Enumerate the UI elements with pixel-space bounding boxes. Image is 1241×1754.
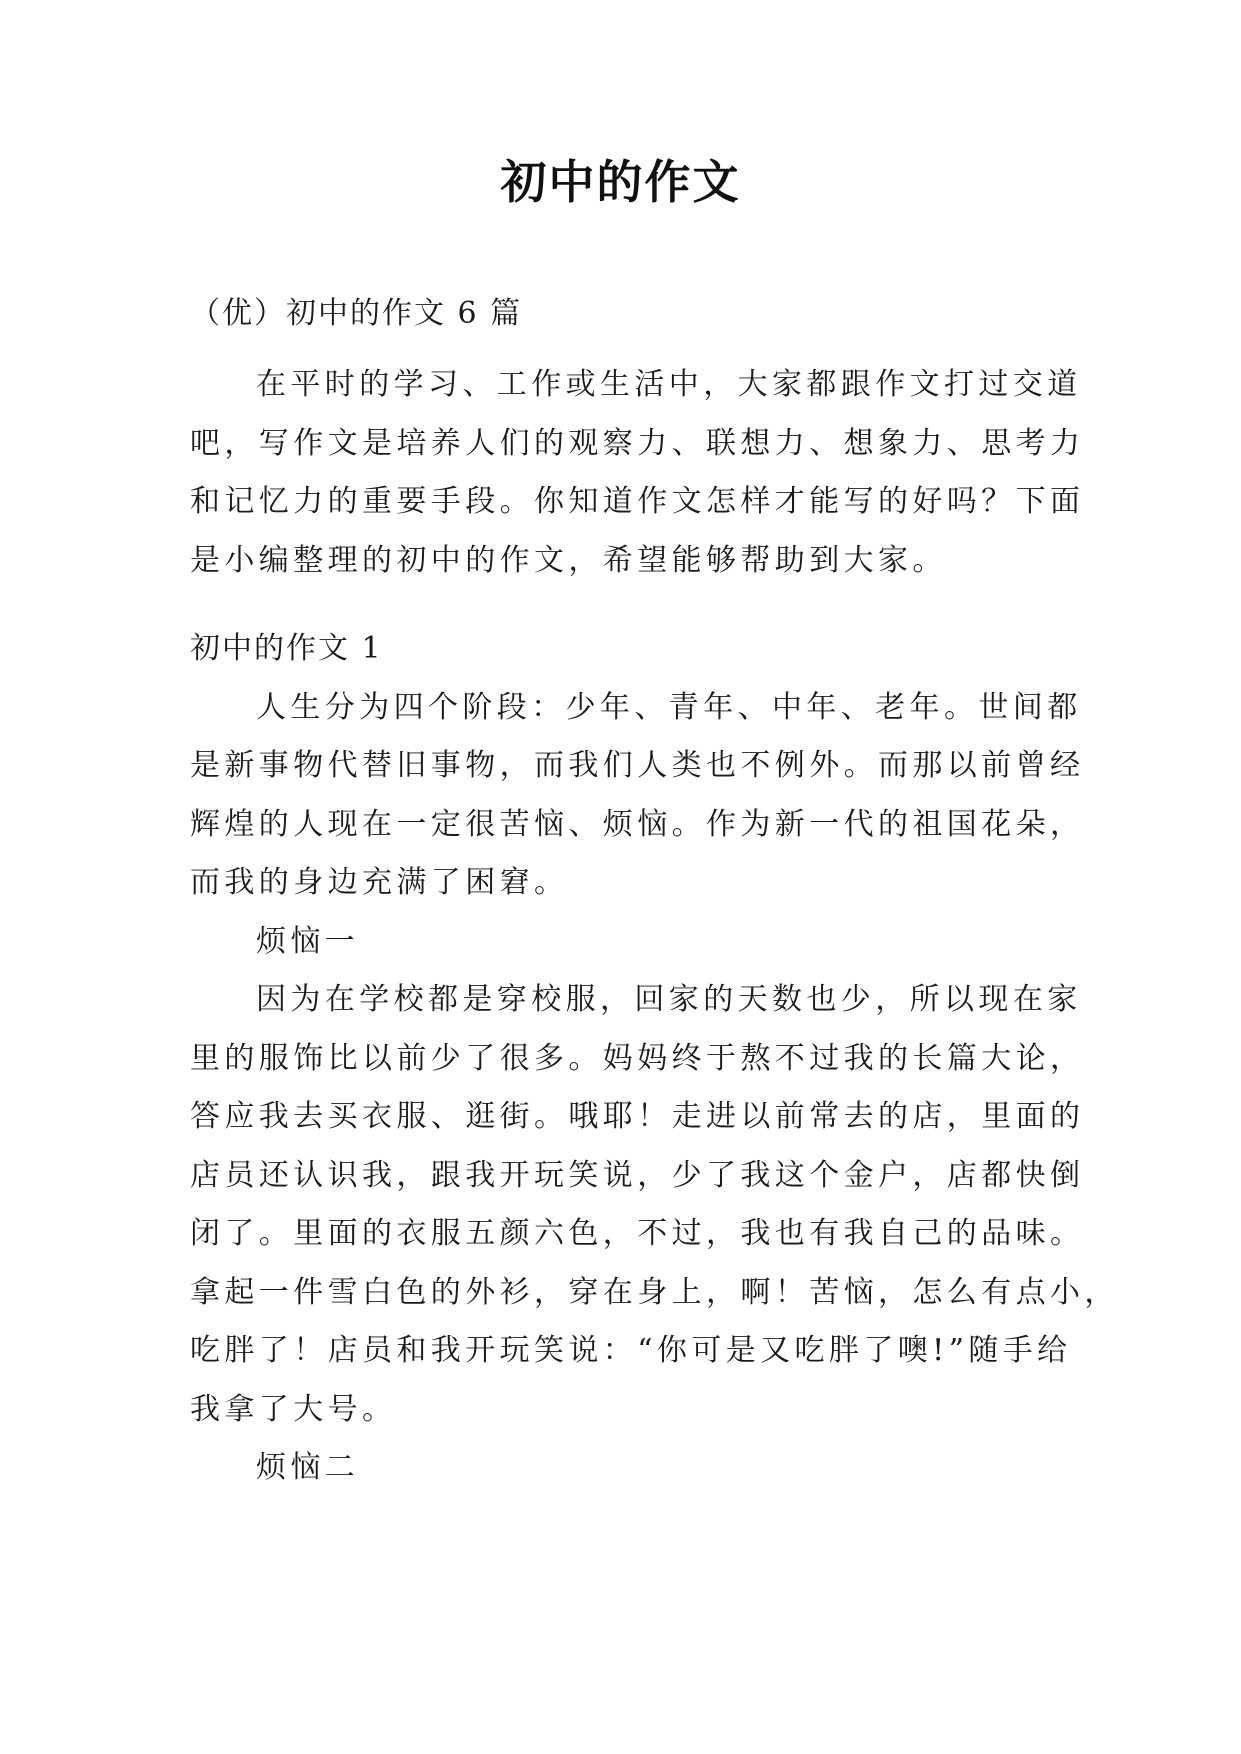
paragraph-line: 我拿了大号。 [190,1391,397,1427]
paragraph-line: 店员还认识我，跟我开玩笑说，少了我这个金户，店都快倒 [190,1157,1085,1193]
paragraph-line: 拿起一件雪白色的外衫，穿在身上，啊！苦恼，怎么有点小， [190,1274,1119,1310]
paragraph-line: 辉煌的人现在一定很苦恼、烦恼。作为新一代的祖国花朵， [190,806,1085,842]
paragraph-line: 里的服饰比以前少了很多。妈妈终于熬不过我的长篇大论， [190,1040,1085,1076]
intro-paragraph [190,356,1085,590]
paragraph-line: 是新事物代替旧事物，而我们人类也不例外。而那以前曾经 [190,748,1085,783]
section-heading: 烦恼一 [256,923,360,959]
essay-1 [190,620,1119,1498]
paragraph-line: 闭了。里面的衣服五颜六色，不过，我也有我自己的品味。 [190,1216,1085,1251]
document-title: 初中的作文 [500,155,741,209]
paragraph-line: 人生分为四个阶段：少年、青年、中年、老年。世间都 [256,689,1082,725]
intro-line: 在平时的学习、工作或生活中，大家都跟作文打过交道 [256,367,1082,402]
intro-line: 和记忆力的重要手段。你知道作文怎样才能写的好吗？下面 [190,484,1085,519]
paragraph-line: 因为在学校都是穿校服，回家的天数也少，所以现在家 [256,982,1082,1017]
essay-heading: 初中的作文 1 [190,631,383,666]
document-subtitle: （优）初中的作文 6 篇 [190,296,523,331]
intro-line: 是小编整理的初中的作文，希望能够帮助到大家。 [190,542,947,578]
paragraph-line: 吃胖了！店员和我开玩笑说：“你可是又吃胖了噢!”随手给 [190,1333,1072,1368]
paragraph-line: 而我的身边充满了困窘。 [190,865,569,900]
intro-line: 吧，写作文是培养人们的观察力、联想力、想象力、思考力 [190,425,1085,461]
paragraph-line: 答应我去买衣服、逛街。哦耶！走进以前常去的店，里面的 [190,1099,1085,1134]
section-heading: 烦恼二 [256,1450,360,1485]
